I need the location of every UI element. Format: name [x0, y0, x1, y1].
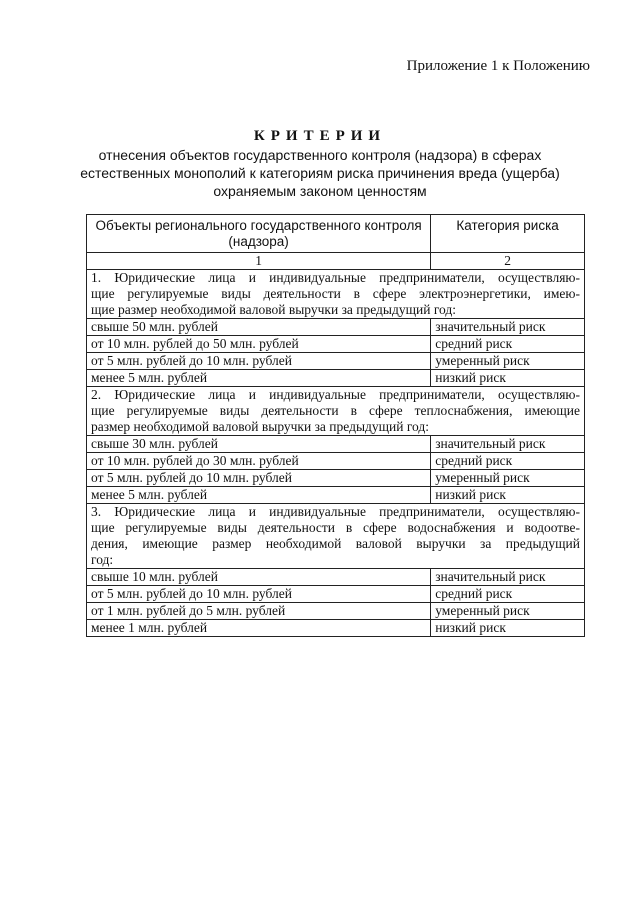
revenue-range-cell: от 5 млн. рублей до 10 млн. рублей — [87, 470, 431, 487]
group-description-line: 1. Юридические лица и индивидуальные предприниматели, осуществляю- — [91, 270, 580, 285]
revenue-range-cell: свыше 30 млн. рублей — [87, 436, 431, 453]
group-header-row — [87, 270, 585, 319]
table-row — [87, 620, 585, 637]
subtitle-line: отнесения объектов государственного контроля (надзора) в сферах — [98, 147, 542, 163]
group-description-line: щие регулируемые виды деятельности в сфере теплоснабжения, имеющие — [91, 403, 580, 418]
document-subtitle — [80, 146, 560, 200]
revenue-range-cell: менее 1 млн. рублей — [87, 620, 431, 637]
revenue-range-cell: свыше 50 млн. рублей — [87, 319, 431, 336]
subtitle-line: естественных монополий к категориям риска причинения вреда (ущерба) — [80, 165, 560, 181]
table-row — [87, 487, 585, 504]
table-row — [87, 470, 585, 487]
table-row — [87, 453, 585, 470]
table-row — [87, 586, 585, 603]
risk-category-cell: значительный риск — [431, 436, 585, 453]
subtitle-line: охраняемым законом ценностям — [213, 183, 427, 199]
risk-category-cell: средний риск — [431, 586, 585, 603]
group-description-line: год: — [91, 552, 114, 567]
risk-category-cell: низкий риск — [431, 370, 585, 387]
column-number: 1 — [87, 253, 431, 270]
revenue-range-cell: от 1 млн. рублей до 5 млн. рублей — [87, 603, 431, 620]
group-description-line: щие регулируемые виды деятельности в сфере водоснабжения и водоотве- — [91, 520, 580, 535]
column-header-risk-category: Категория риска — [431, 215, 585, 253]
group-header-row — [87, 387, 585, 436]
risk-category-cell: низкий риск — [431, 487, 585, 504]
risk-category-cell: значительный риск — [431, 569, 585, 586]
document-title: КРИТЕРИИ — [253, 128, 387, 144]
table-row — [87, 603, 585, 620]
revenue-range-cell: от 10 млн. рублей до 30 млн. рублей — [87, 453, 431, 470]
table-row — [87, 353, 585, 370]
revenue-range-cell: менее 5 млн. рублей — [87, 370, 431, 387]
group-description-line: щие регулируемые виды деятельности в сфере электроэнергетики, имею- — [91, 286, 580, 301]
table-row — [87, 569, 585, 586]
risk-category-cell: умеренный риск — [431, 603, 585, 620]
column-number-row — [87, 253, 585, 270]
revenue-range-cell: менее 5 млн. рублей — [87, 487, 431, 504]
group-description-line: щие размер необходимой валовой выручки за предыдущий год: — [91, 302, 457, 317]
group-description — [87, 270, 585, 319]
group-description-line: дения, имеющие размер необходимой валовой выручки за предыдущий — [91, 536, 580, 551]
group-description-line: 2. Юридические лица и индивидуальные предприниматели, осуществляю- — [91, 387, 580, 402]
risk-category-cell: средний риск — [431, 453, 585, 470]
table-header-row — [87, 215, 585, 253]
group-header-row — [87, 504, 585, 569]
revenue-range-cell: от 5 млн. рублей до 10 млн. рублей — [87, 586, 431, 603]
criteria-table-body — [87, 215, 585, 637]
risk-category-cell: низкий риск — [431, 620, 585, 637]
group-description — [87, 504, 585, 569]
risk-category-cell: средний риск — [431, 336, 585, 353]
group-description — [87, 387, 585, 436]
risk-category-cell: значительный риск — [431, 319, 585, 336]
column-header-objects: Объекты регионального государственного контроля (надзора) — [87, 215, 431, 253]
column-number: 2 — [431, 253, 585, 270]
table-row — [87, 436, 585, 453]
revenue-range-cell: от 10 млн. рублей до 50 млн. рублей — [87, 336, 431, 353]
revenue-range-cell: свыше 10 млн. рублей — [87, 569, 431, 586]
table-row — [87, 370, 585, 387]
criteria-table — [86, 214, 585, 637]
risk-category-cell: умеренный риск — [431, 353, 585, 370]
revenue-range-cell: от 5 млн. рублей до 10 млн. рублей — [87, 353, 431, 370]
group-description-line: размер необходимой валовой выручки за предыдущий год: — [91, 419, 430, 434]
appendix-reference: Приложение 1 к Положению — [406, 58, 590, 74]
risk-category-cell: умеренный риск — [431, 470, 585, 487]
table-row — [87, 336, 585, 353]
group-description-line: 3. Юридические лица и индивидуальные предприниматели, осуществляю- — [91, 504, 580, 519]
table-row — [87, 319, 585, 336]
